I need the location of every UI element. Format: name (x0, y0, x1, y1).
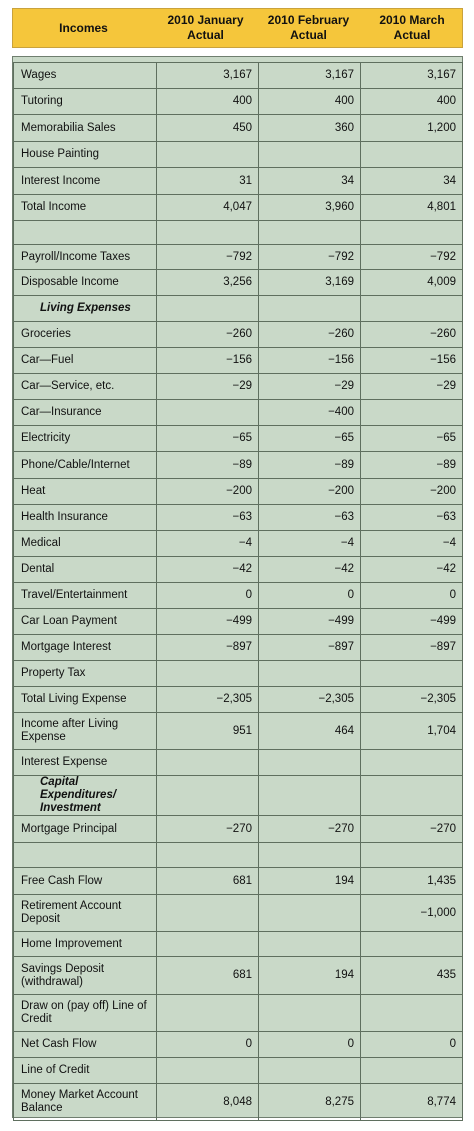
table-row (14, 1058, 463, 1084)
row-label: Living Expenses (14, 296, 157, 322)
march-value (361, 995, 463, 1032)
january-value: −2,305 (157, 687, 259, 713)
row-label: Income after Living Expense (14, 713, 157, 750)
february-value: 8,275 (259, 1084, 361, 1121)
table-row (14, 168, 463, 195)
march-value: −792 (361, 245, 463, 270)
header-january-line2: Actual (187, 28, 224, 42)
table-row (14, 426, 463, 452)
january-value: −200 (157, 479, 259, 505)
row-label: Net Cash Flow (14, 1032, 157, 1058)
table-row (14, 843, 463, 868)
march-value: −499 (361, 609, 463, 635)
row-label: Memorabilia Sales (14, 115, 157, 142)
table-row (14, 296, 463, 322)
january-value: −29 (157, 374, 259, 400)
table-row (14, 868, 463, 895)
february-value: −200 (259, 479, 361, 505)
table-row (14, 531, 463, 557)
header-january-line1: 2010 January (167, 13, 244, 27)
january-value: −260 (157, 322, 259, 348)
january-value (157, 142, 259, 168)
table-row (14, 270, 463, 296)
january-value: −4 (157, 531, 259, 557)
table-header (12, 8, 463, 48)
row-label: Interest Income (14, 168, 157, 195)
february-value: 0 (259, 1032, 361, 1058)
january-value: −792 (157, 245, 259, 270)
february-value (259, 995, 361, 1032)
march-value: −200 (361, 479, 463, 505)
table-row (14, 322, 463, 348)
table-row (14, 245, 463, 270)
february-value: 360 (259, 115, 361, 142)
march-value (361, 221, 463, 245)
row-label: Heat (14, 479, 157, 505)
february-value: −63 (259, 505, 361, 531)
march-value (361, 932, 463, 957)
header-march (360, 9, 464, 47)
february-value: −400 (259, 400, 361, 426)
table-row (14, 957, 463, 995)
table-row (14, 374, 463, 400)
row-label (14, 843, 157, 868)
february-value: 194 (259, 868, 361, 895)
february-value: −499 (259, 609, 361, 635)
january-value (157, 932, 259, 957)
table-row (14, 195, 463, 221)
february-value: −270 (259, 816, 361, 843)
february-value: 194 (259, 957, 361, 995)
january-value: 400 (157, 89, 259, 115)
header-february-line1: 2010 February (267, 13, 350, 27)
march-value: 4,009 (361, 270, 463, 296)
header-january (154, 9, 257, 47)
row-label: Payroll/Income Taxes (14, 245, 157, 270)
february-value (259, 142, 361, 168)
row-label: Car Loan Payment (14, 609, 157, 635)
january-value (157, 750, 259, 776)
table-row (14, 609, 463, 635)
march-value: −29 (361, 374, 463, 400)
february-value: −2,305 (259, 687, 361, 713)
january-value: 8,048 (157, 1084, 259, 1121)
row-label: Electricity (14, 426, 157, 452)
january-value: 681 (157, 957, 259, 995)
january-value (157, 400, 259, 426)
row-label (14, 221, 157, 245)
table-row (14, 776, 463, 816)
march-value: −42 (361, 557, 463, 583)
row-label: Groceries (14, 322, 157, 348)
march-value: 1,200 (361, 115, 463, 142)
january-value: 3,167 (157, 63, 259, 89)
table-row (14, 63, 463, 89)
header-march-line1: 2010 March (379, 13, 445, 27)
budget-table-body (14, 63, 463, 1121)
march-value: −63 (361, 505, 463, 531)
january-value: 31 (157, 168, 259, 195)
header-february-line2: Actual (290, 28, 327, 42)
table-row (14, 557, 463, 583)
table-row (14, 995, 463, 1032)
march-value (361, 1058, 463, 1084)
table-row (14, 635, 463, 661)
march-value: 0 (361, 583, 463, 609)
march-value: 34 (361, 168, 463, 195)
january-value: 681 (157, 868, 259, 895)
february-value (259, 895, 361, 932)
row-label: Mortgage Principal (14, 816, 157, 843)
march-value: 1,435 (361, 868, 463, 895)
table-row (14, 348, 463, 374)
january-value: 951 (157, 713, 259, 750)
january-value: 4,047 (157, 195, 259, 221)
march-value: 3,167 (361, 63, 463, 89)
table-row (14, 115, 463, 142)
table-row (14, 89, 463, 115)
row-label: Home Improvement (14, 932, 157, 957)
row-label: Medical (14, 531, 157, 557)
january-value: 0 (157, 1032, 259, 1058)
march-value: −4 (361, 531, 463, 557)
march-value (361, 750, 463, 776)
table-row (14, 505, 463, 531)
january-value: 3,256 (157, 270, 259, 296)
february-value: −4 (259, 531, 361, 557)
row-label: Line of Credit (14, 1058, 157, 1084)
table-row (14, 479, 463, 505)
january-value: −156 (157, 348, 259, 374)
march-value: −270 (361, 816, 463, 843)
january-value (157, 843, 259, 868)
march-value: −1,000 (361, 895, 463, 932)
budget-table-container (12, 56, 463, 1118)
march-value: −156 (361, 348, 463, 374)
budget-table (13, 62, 463, 1121)
february-value: −156 (259, 348, 361, 374)
row-label: Mortgage Interest (14, 635, 157, 661)
table-row (14, 221, 463, 245)
february-value: 400 (259, 89, 361, 115)
march-value: 435 (361, 957, 463, 995)
row-label: Health Insurance (14, 505, 157, 531)
header-incomes: Incomes (59, 20, 108, 35)
february-value (259, 776, 361, 816)
january-value: −89 (157, 452, 259, 479)
march-value: −2,305 (361, 687, 463, 713)
january-value (157, 221, 259, 245)
march-value (361, 776, 463, 816)
row-label: Dental (14, 557, 157, 583)
row-label: Money Market Account Balance (14, 1084, 157, 1121)
february-value: 0 (259, 583, 361, 609)
february-value (259, 1058, 361, 1084)
january-value: −897 (157, 635, 259, 661)
row-label: Total Living Expense (14, 687, 157, 713)
row-label: Travel/Entertainment (14, 583, 157, 609)
february-value (259, 661, 361, 687)
row-label: Phone/Cable/Internet (14, 452, 157, 479)
row-label: Tutoring (14, 89, 157, 115)
row-label: Total Income (14, 195, 157, 221)
march-value (361, 296, 463, 322)
march-value (361, 661, 463, 687)
table-row (14, 583, 463, 609)
january-value (157, 995, 259, 1032)
february-value: −792 (259, 245, 361, 270)
january-value: 450 (157, 115, 259, 142)
march-value: 4,801 (361, 195, 463, 221)
february-value: 3,167 (259, 63, 361, 89)
february-value: 34 (259, 168, 361, 195)
march-value: −65 (361, 426, 463, 452)
row-label: Disposable Income (14, 270, 157, 296)
february-value: −260 (259, 322, 361, 348)
january-value (157, 296, 259, 322)
march-value: 0 (361, 1032, 463, 1058)
march-value: 400 (361, 89, 463, 115)
february-value: 3,169 (259, 270, 361, 296)
january-value: −65 (157, 426, 259, 452)
january-value (157, 776, 259, 816)
january-value: 0 (157, 583, 259, 609)
table-row (14, 452, 463, 479)
table-row (14, 713, 463, 750)
row-label: Retirement Account Deposit (14, 895, 157, 932)
march-value: −260 (361, 322, 463, 348)
table-row (14, 1032, 463, 1058)
february-value (259, 932, 361, 957)
february-value (259, 843, 361, 868)
march-value: 8,774 (361, 1084, 463, 1121)
february-value: −42 (259, 557, 361, 583)
february-value: 3,960 (259, 195, 361, 221)
row-label: Property Tax (14, 661, 157, 687)
january-value: −499 (157, 609, 259, 635)
header-february (257, 9, 360, 47)
table-row (14, 750, 463, 776)
february-value: −897 (259, 635, 361, 661)
march-value: −897 (361, 635, 463, 661)
february-value (259, 750, 361, 776)
february-value (259, 296, 361, 322)
table-row (14, 142, 463, 168)
february-value (259, 221, 361, 245)
table-row (14, 816, 463, 843)
row-label: Car—Service, etc. (14, 374, 157, 400)
table-row (14, 400, 463, 426)
row-label: Savings Deposit (withdrawal) (14, 957, 157, 995)
march-value: −89 (361, 452, 463, 479)
row-label: Wages (14, 63, 157, 89)
february-value: −29 (259, 374, 361, 400)
march-value (361, 142, 463, 168)
march-value (361, 400, 463, 426)
table-row (14, 895, 463, 932)
row-label: Car—Fuel (14, 348, 157, 374)
table-row (14, 661, 463, 687)
row-label: House Painting (14, 142, 157, 168)
row-label: Capital Expenditures/ Investment (14, 776, 157, 816)
february-value: 464 (259, 713, 361, 750)
march-value (361, 843, 463, 868)
january-value: −42 (157, 557, 259, 583)
row-label: Free Cash Flow (14, 868, 157, 895)
table-row (14, 687, 463, 713)
february-value: −89 (259, 452, 361, 479)
table-row (14, 932, 463, 957)
row-label: Car—Insurance (14, 400, 157, 426)
march-value: 1,704 (361, 713, 463, 750)
header-march-line2: Actual (393, 28, 431, 42)
january-value (157, 661, 259, 687)
row-label: Interest Expense (14, 750, 157, 776)
table-row (14, 1084, 463, 1121)
january-value: −270 (157, 816, 259, 843)
row-label: Draw on (pay off) Line of Credit (14, 995, 157, 1032)
january-value (157, 1058, 259, 1084)
january-value: −63 (157, 505, 259, 531)
february-value: −65 (259, 426, 361, 452)
january-value (157, 895, 259, 932)
